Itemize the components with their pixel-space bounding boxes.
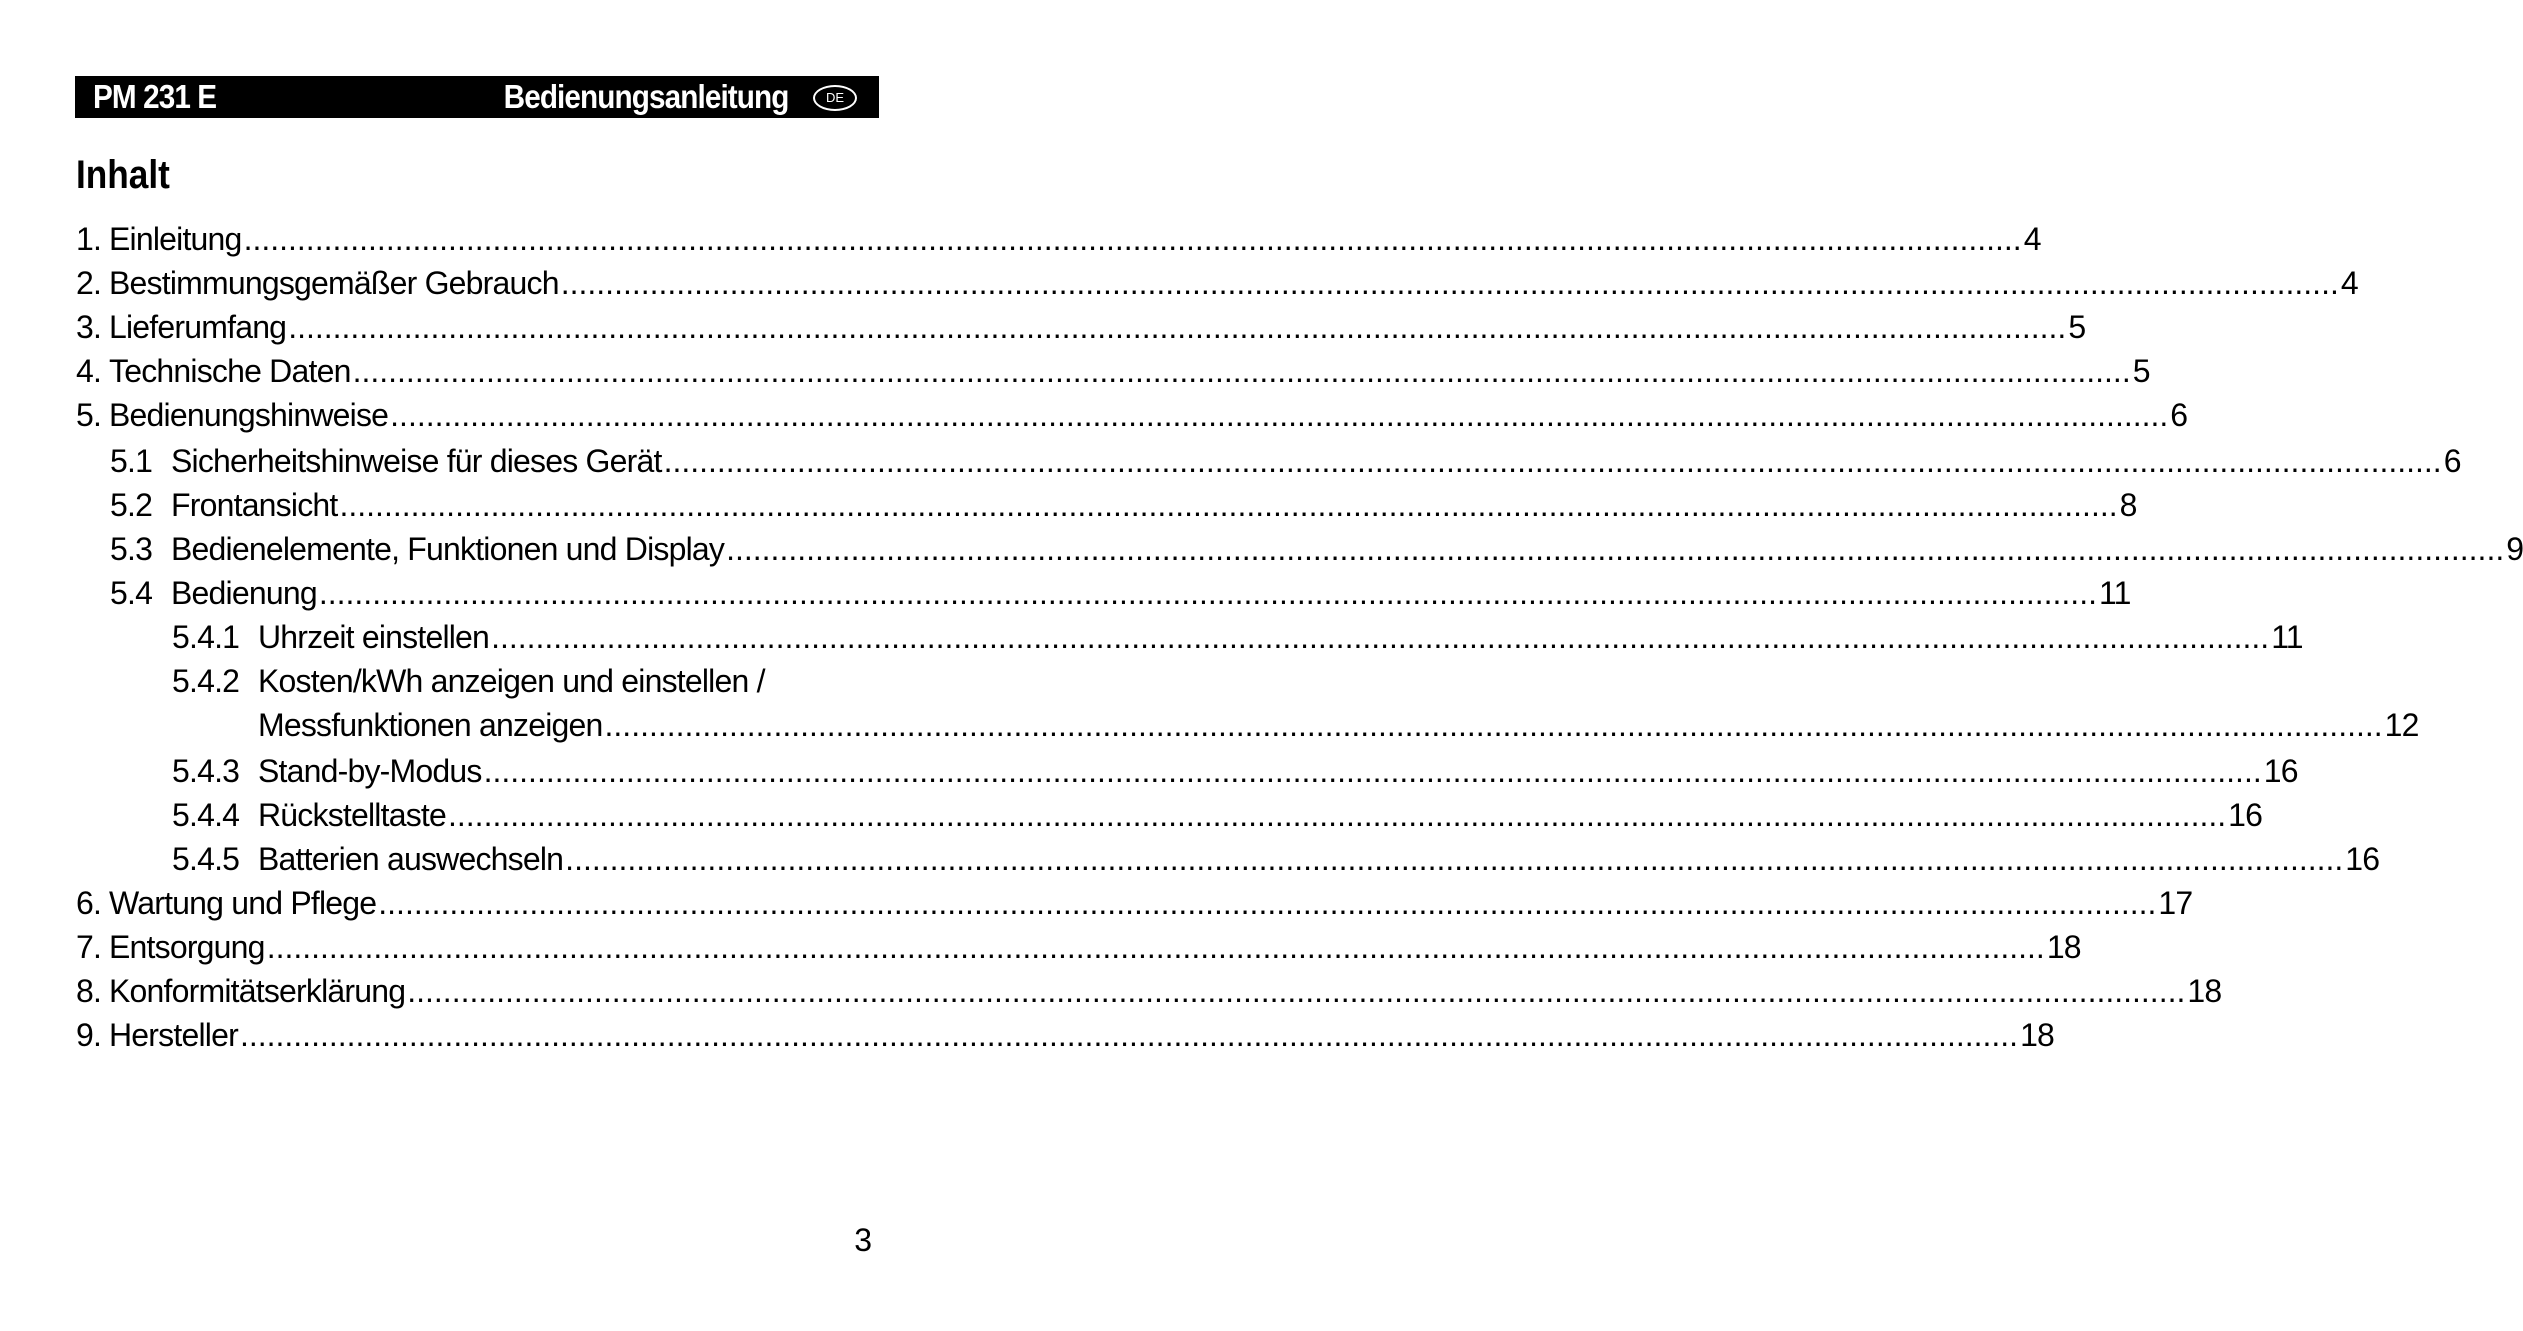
toc-entry-page: 11 (2271, 619, 2303, 655)
toc-entry-5-4-4[interactable] (172, 793, 2263, 837)
toc-entry-5-4-2-continued[interactable] (258, 703, 2419, 747)
toc-entry-number: 8. (76, 973, 102, 1009)
toc-leader-dots: ........................................................................................................................................................................................................ (266, 929, 2045, 965)
toc-entry-number: 5.4.5 (172, 841, 240, 877)
toc-entry-page: 16 (2263, 753, 2298, 789)
toc-entry-5-2[interactable] (110, 483, 2137, 527)
document-title: Bedienungsanleitung (504, 78, 789, 115)
toc-entry-label: Stand-by-Modus (258, 753, 482, 789)
toc-entry-page: 12 (2384, 707, 2419, 743)
toc-entry-3[interactable] (76, 305, 2086, 349)
toc-entry-number: 7. (76, 929, 102, 965)
toc-leader-dots: ........................................................................................................................................................................................................ (407, 973, 2186, 1009)
toc-entry-number: 5.1 (110, 443, 153, 479)
toc-entry-5-1[interactable] (110, 439, 2461, 483)
toc-entry-number: 5.4 (110, 575, 153, 611)
toc-entry-page: 18 (2020, 1017, 2055, 1053)
toc-entry-number: 5.4.4 (172, 797, 240, 833)
toc-entry-label: Rückstelltaste (258, 797, 446, 833)
toc-entry-page: 16 (2228, 797, 2263, 833)
toc-entry-label: Uhrzeit einstellen (258, 619, 490, 655)
toc-entry-9[interactable] (76, 1013, 2055, 1057)
toc-entry-label: Konformitätserklärung (109, 973, 406, 1009)
page-number: 3 (854, 1222, 872, 1258)
toc-entry-label: Frontansicht (171, 487, 338, 523)
toc-entry-label: Bedienungshinweise (109, 397, 389, 433)
toc-entry-page: 6 (2443, 443, 2461, 479)
toc-leader-dots: ........................................................................................................................................................................................................ (239, 1017, 2019, 1053)
toc-entry-page: 8 (2119, 487, 2137, 523)
language-badge: DE (813, 85, 857, 111)
toc-leader-dots: ........................................................................................................................................................................................................ (243, 221, 2022, 257)
toc-entry-number: 5.3 (110, 531, 153, 567)
toc-entry-label: Sicherheitshinweise für dieses Gerät (171, 443, 662, 479)
toc-entry-page: 5 (2132, 353, 2150, 389)
toc-entry-page: 5 (2068, 309, 2086, 345)
toc-entry-label: Entsorgung (109, 929, 265, 965)
toc-entry-5-4-3[interactable] (172, 749, 2298, 793)
toc-leader-dots: ........................................................................................................................................................................................................ (352, 353, 2131, 389)
toc-leader-dots: ........................................................................................................................................................................................................ (565, 841, 2344, 877)
toc-leader-dots: ........................................................................................................................................................................................................ (483, 753, 2262, 789)
toc-leader-dots: ........................................................................................................................................................................................................ (491, 619, 2270, 655)
toc-entry-label: Hersteller (109, 1017, 238, 1053)
toc-entry-page: 18 (2046, 929, 2081, 965)
toc-leader-dots: ........................................................................................................................................................................................................ (726, 531, 2505, 567)
toc-entry-number: 5.4.2 (172, 663, 240, 699)
toc-entry-5-4-1[interactable] (172, 615, 2303, 659)
toc-leader-dots: ........................................................................................................................................................................................................ (663, 443, 2442, 479)
toc-entry-number: 5.2 (110, 487, 153, 523)
toc-entry-5-4[interactable] (110, 571, 2131, 615)
toc-entry-number: 5. (76, 397, 102, 433)
toc-entry-2[interactable] (76, 261, 2358, 305)
toc-entry-7[interactable] (76, 925, 2081, 969)
toc-entry-label: Lieferumfang (109, 309, 287, 345)
toc-entry-page: 4 (2340, 265, 2358, 301)
toc-entry-page: 11 (2098, 575, 2131, 611)
toc-entry-page: 4 (2023, 221, 2041, 257)
toc-entry-4[interactable] (76, 349, 2150, 393)
toc-entry-8[interactable] (76, 969, 2222, 1013)
toc-leader-dots: ........................................................................................................................................................................................................ (378, 885, 2157, 921)
toc-leader-dots: ........................................................................................................................................................................................................ (448, 797, 2227, 833)
toc-entry-number: 1. (76, 221, 102, 257)
toc-entry-1[interactable] (76, 217, 2041, 261)
header-bar (75, 76, 879, 118)
toc-entry-6[interactable] (76, 881, 2193, 925)
toc-entry-label: Kosten/kWh anzeigen und einstellen / (258, 663, 765, 699)
toc-entry-number: 9. (76, 1017, 102, 1053)
toc-entry-page: 17 (2158, 885, 2193, 921)
toc-entry-number: 4. (76, 353, 102, 389)
toc-entry-number: 5.4.1 (172, 619, 240, 655)
toc-entry-label: Einleitung (109, 221, 242, 257)
toc-leader-dots: ........................................................................................................................................................................................................ (288, 309, 2067, 345)
toc-entry-label: Bedienung (171, 575, 317, 611)
toc-entry-page: 6 (2170, 397, 2188, 433)
toc-entry-label: Bestimmungsgemäßer Gebrauch (109, 265, 559, 301)
toc-heading: Inhalt (76, 153, 170, 197)
toc-entry-label: Bedienelemente, Funktionen und Display (171, 531, 725, 567)
toc-entry-number: 5.4.3 (172, 753, 240, 789)
toc-entry-number: 2. (76, 265, 102, 301)
toc-entry-label: Wartung und Pflege (109, 885, 377, 921)
toc-entry-label: Batterien auswechseln (258, 841, 564, 877)
toc-entry-5-4-5[interactable] (172, 837, 2380, 881)
toc-entry-page: 9 (2506, 531, 2523, 567)
toc-leader-dots: ........................................................................................................................................................................................................ (390, 397, 2169, 433)
toc-entry-label: Technische Daten (109, 353, 351, 389)
toc-leader-dots: ........................................................................................................................................................................................................ (604, 707, 2383, 743)
toc-entry-5-3[interactable] (110, 527, 2523, 571)
toc-entry-number: 3. (76, 309, 102, 345)
toc-leader-dots: ........................................................................................................................................................................................................ (318, 575, 2097, 611)
toc-leader-dots: ........................................................................................................................................................................................................ (560, 265, 2339, 301)
toc-entry-5-4-2[interactable] (172, 659, 874, 703)
toc-entry-page: 18 (2187, 973, 2222, 1009)
product-model: PM 231 E (93, 78, 217, 115)
toc-entry-page: 16 (2345, 841, 2380, 877)
toc-entry-5[interactable] (76, 393, 2188, 437)
toc-entry-number: 6. (76, 885, 102, 921)
toc-leader-dots: ........................................................................................................................................................................................................ (339, 487, 2118, 523)
toc-entry-label: Messfunktionen anzeigen (258, 707, 603, 743)
